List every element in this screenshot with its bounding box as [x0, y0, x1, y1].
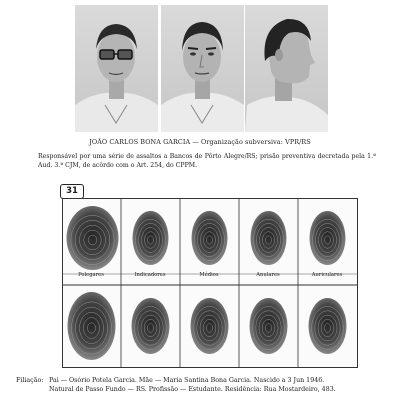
fingerprint-right-4	[310, 211, 346, 265]
finger-label-2: Médios	[199, 272, 219, 278]
filiation-line2: Natural de Passo Fundo — RS. Profissão — Estudante. Residência: Rua Mostardeiro, 483.	[49, 386, 336, 393]
finger-label-4: Auriculares	[311, 272, 343, 278]
subject-name: JOÃO CARLOS BONA GARCIA	[89, 138, 191, 146]
fingerprint-right-2	[192, 211, 228, 265]
photo-caption: JOÃO CARLOS BONA GARCIA — Organização subversiva: VPR/RS	[89, 138, 311, 146]
mugshot-profile	[245, 5, 328, 132]
fingerprint-left-4	[309, 298, 347, 354]
fingerprint-left-2	[191, 298, 229, 354]
mugshot-photos	[75, 5, 328, 132]
fingerprint-left-0	[68, 292, 116, 360]
fingerprint-left-3	[250, 298, 288, 354]
mugshot-front	[161, 5, 244, 132]
card-number: 31	[60, 184, 84, 199]
mugshot-front-glasses	[75, 5, 158, 132]
fingerprint-right-0	[67, 206, 119, 270]
fingerprint-card	[62, 198, 358, 368]
fingerprint-right-3	[251, 211, 287, 265]
fingerprint-left-1	[132, 298, 170, 354]
finger-label-0: Polegares	[78, 272, 104, 278]
finger-label-1: Indicadores	[134, 272, 166, 278]
fingerprint-grid	[62, 198, 358, 368]
charges-description: Responsável por uma série de assaltos a Bancos de Pôrto Alegre/RS; prisão preventiva decretada pela 1.ª Aud. 3.ª CJM, de acôrdo com o Art. 254, do CPPM.	[38, 153, 376, 169]
organization-value: VPR/RS	[285, 138, 311, 146]
footer-filiation	[16, 376, 386, 394]
fingerprint-right-1	[133, 211, 169, 265]
organization-label: Organização subversiva:	[201, 138, 283, 146]
filiation-label: Filiação:	[16, 377, 44, 384]
filiation-line1: Pai — Osório Potela Garcia. Mãe — Maria Santina Bona Garcia. Nascido a 3 Jun 1946.	[49, 377, 325, 384]
finger-label-3: Anulares	[256, 272, 280, 278]
